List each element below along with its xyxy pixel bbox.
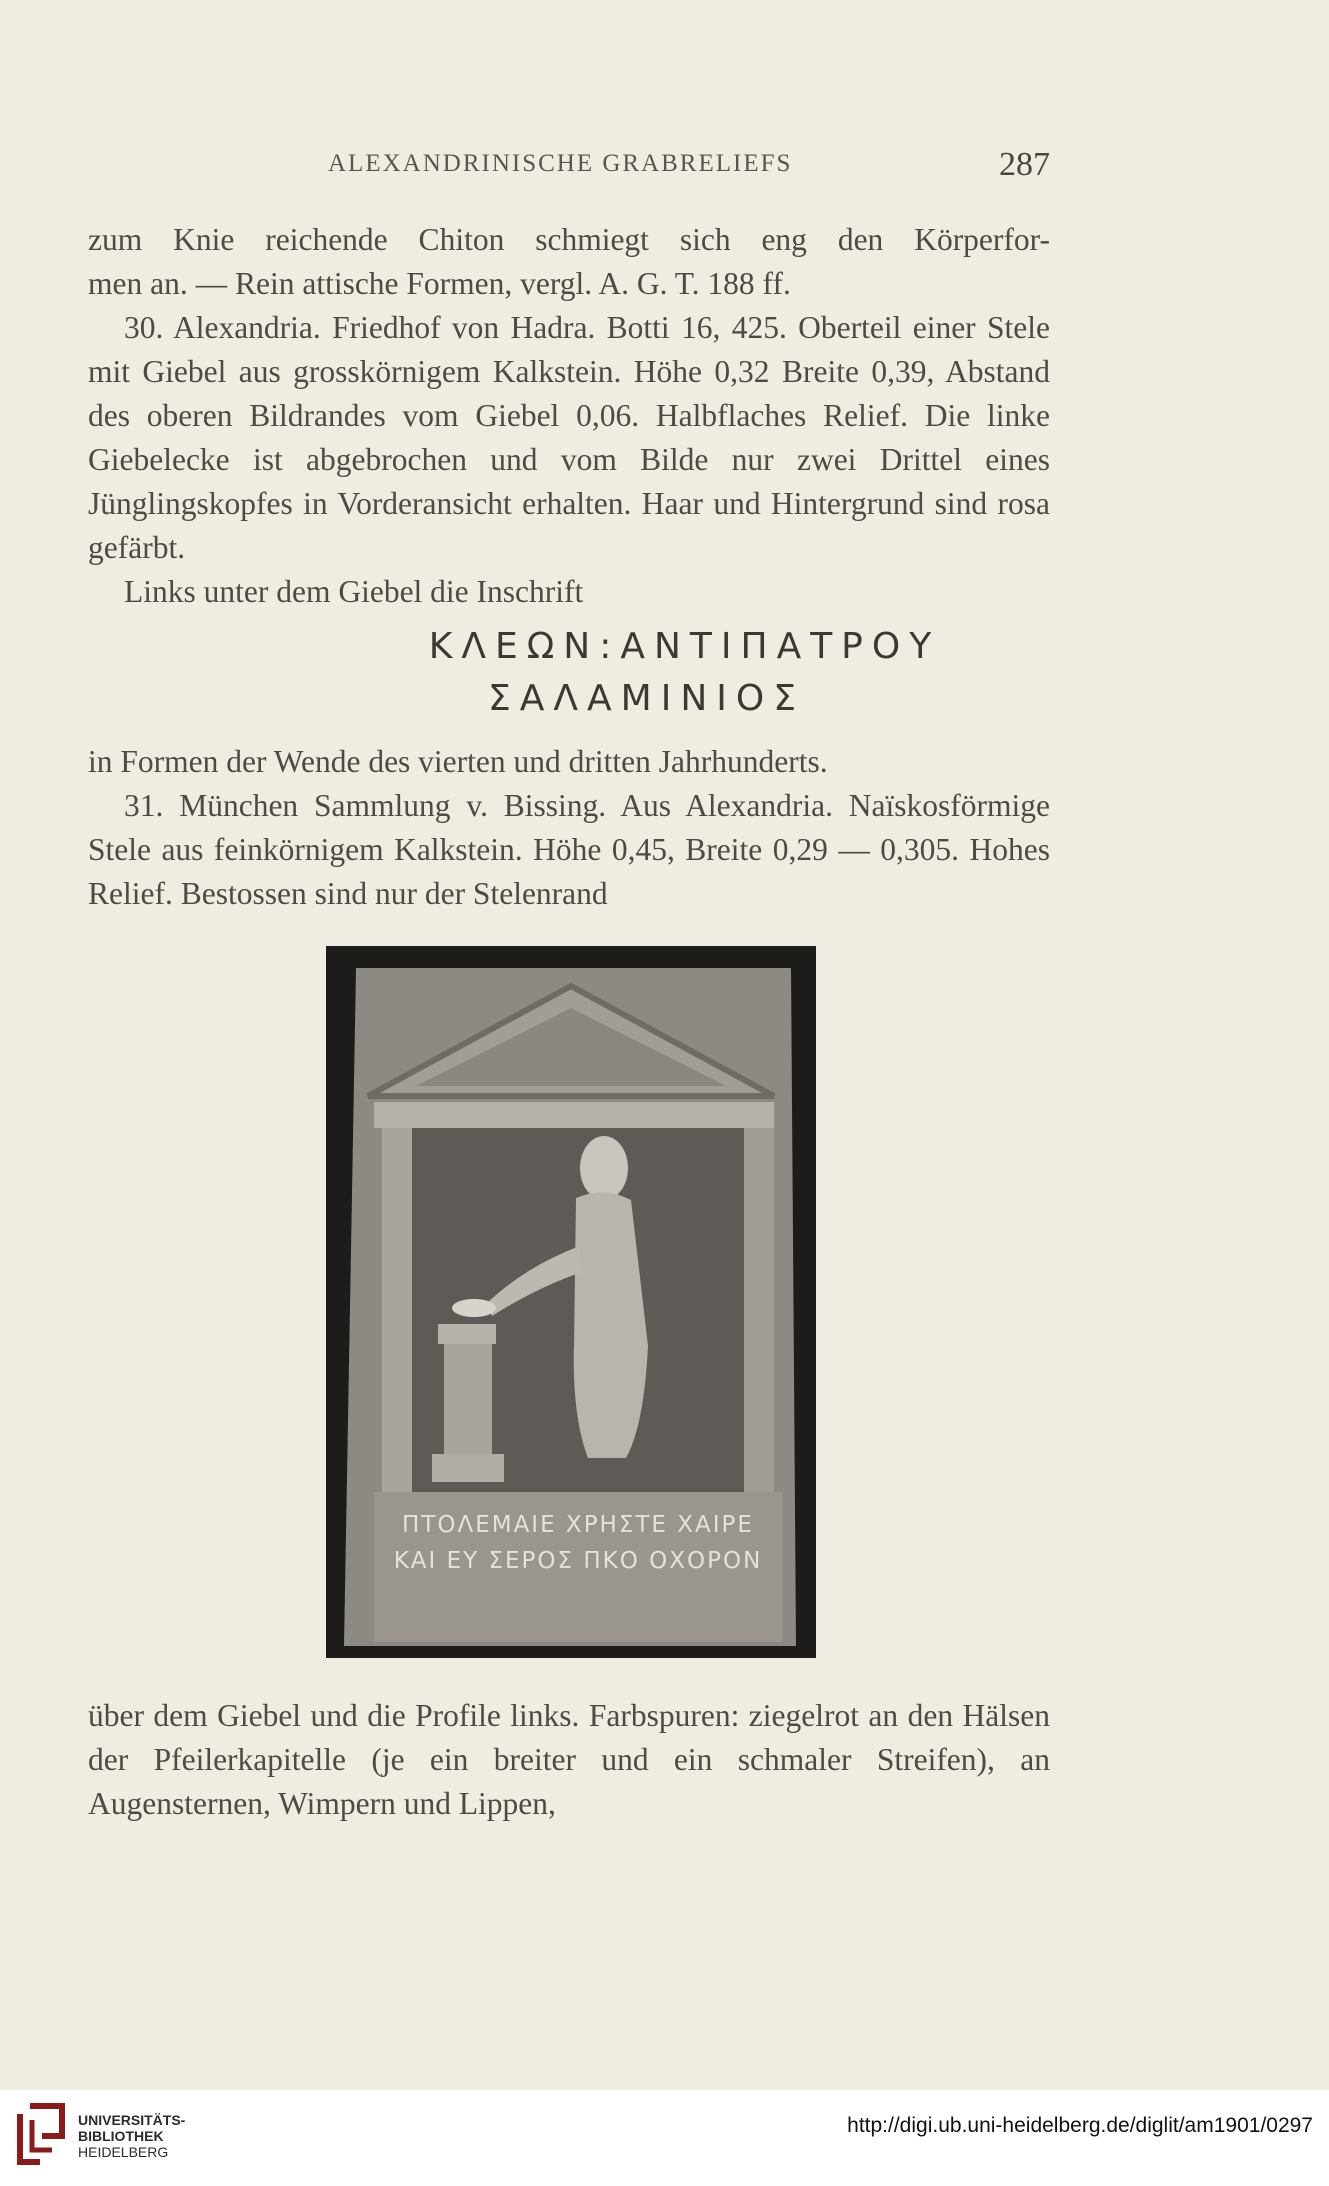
text-block-top bbox=[88, 218, 1050, 614]
running-title: ALEXANDRINISCHE GRABRELIEFS bbox=[328, 150, 793, 177]
greek-inscription-line-1: ΚΛΕΩΝ:ΑΝΤΙΠΑΤΡΟΥ bbox=[428, 626, 941, 667]
paragraph-line: zum Knie reichende Chiton schmiegt sich eng den Körperfor- bbox=[88, 222, 1050, 257]
stele-photograph bbox=[326, 946, 816, 1658]
library-logo-text bbox=[78, 2112, 185, 2160]
page-header bbox=[88, 146, 1050, 190]
page-number: 287 bbox=[999, 146, 1050, 183]
stele-inscription-line-2: ΚΑΙ ΕΥ ΣΕΡΟΣ ΠΚΟ ΟΧΟΡΟΝ bbox=[393, 1548, 763, 1574]
greek-inscription-line-2: ΣΑΛΑΜΙΝΙΟΣ bbox=[488, 678, 805, 719]
paragraph: in Formen der Wende des vierten und dritten Jahrhunderts. bbox=[88, 744, 828, 779]
text-block-bottom bbox=[88, 1694, 1050, 1826]
library-logo-icon bbox=[12, 2100, 70, 2170]
permalink-url[interactable]: http://digi.ub.uni-heidelberg.de/diglit/am1901/0297 bbox=[847, 2114, 1313, 2137]
logo-line-1: UNIVERSITÄTS- bbox=[78, 2112, 186, 2128]
paragraph-item-31: 31. München Sammlung v. Bissing. Aus Alexandria. Naïskosförmige Stele aus feinkörnigem Kalkstein. Höhe 0,45, Breite 0,29 — 0,305. Hohes Relief. Bestossen sind nur der Stelenrand bbox=[88, 788, 1050, 911]
logo-line-2: BIBLIOTHEK bbox=[78, 2128, 164, 2144]
paragraph: men an. — Rein attische Formen, vergl. A. G. T. 188 ff. bbox=[88, 266, 791, 301]
paragraph: Links unter dem Giebel die Inschrift bbox=[124, 574, 584, 609]
text-block-middle bbox=[88, 740, 1050, 916]
paragraph-item-30: 30. Alexandria. Friedhof von Hadra. Botti 16, 425. Oberteil einer Stele mit Giebel aus grosskörnigem Kalkstein. Höhe 0,32 Breite 0,39, Abstand des oberen Bildrandes vom Giebel 0,06. Halbflaches Relief. Die linke Giebelecke ist abgebrochen und vom Bilde nur zwei Drittel eines Jünglingskopfes in Vorderansicht erhalten. Haar und Hintergrund sind rosa gefärbt. bbox=[88, 310, 1050, 565]
stele-inscription-line-1: ΠΤΟΛΕΜΑΙΕ ΧΡΗΣΤΕ ΧΑΙΡΕ bbox=[402, 1512, 754, 1538]
paragraph: über dem Giebel und die Profile links. Farbspuren: ziegelrot an den Hälsen der Pfeilerkapitelle (je ein breiter und ein schmaler Streifen), an Augensternen, Wimpern und Lippen, bbox=[88, 1698, 1050, 1821]
stele-relief-image bbox=[326, 946, 816, 1658]
logo-line-3: HEIDELBERG bbox=[78, 2144, 169, 2160]
digitization-footer bbox=[0, 2090, 1329, 2186]
